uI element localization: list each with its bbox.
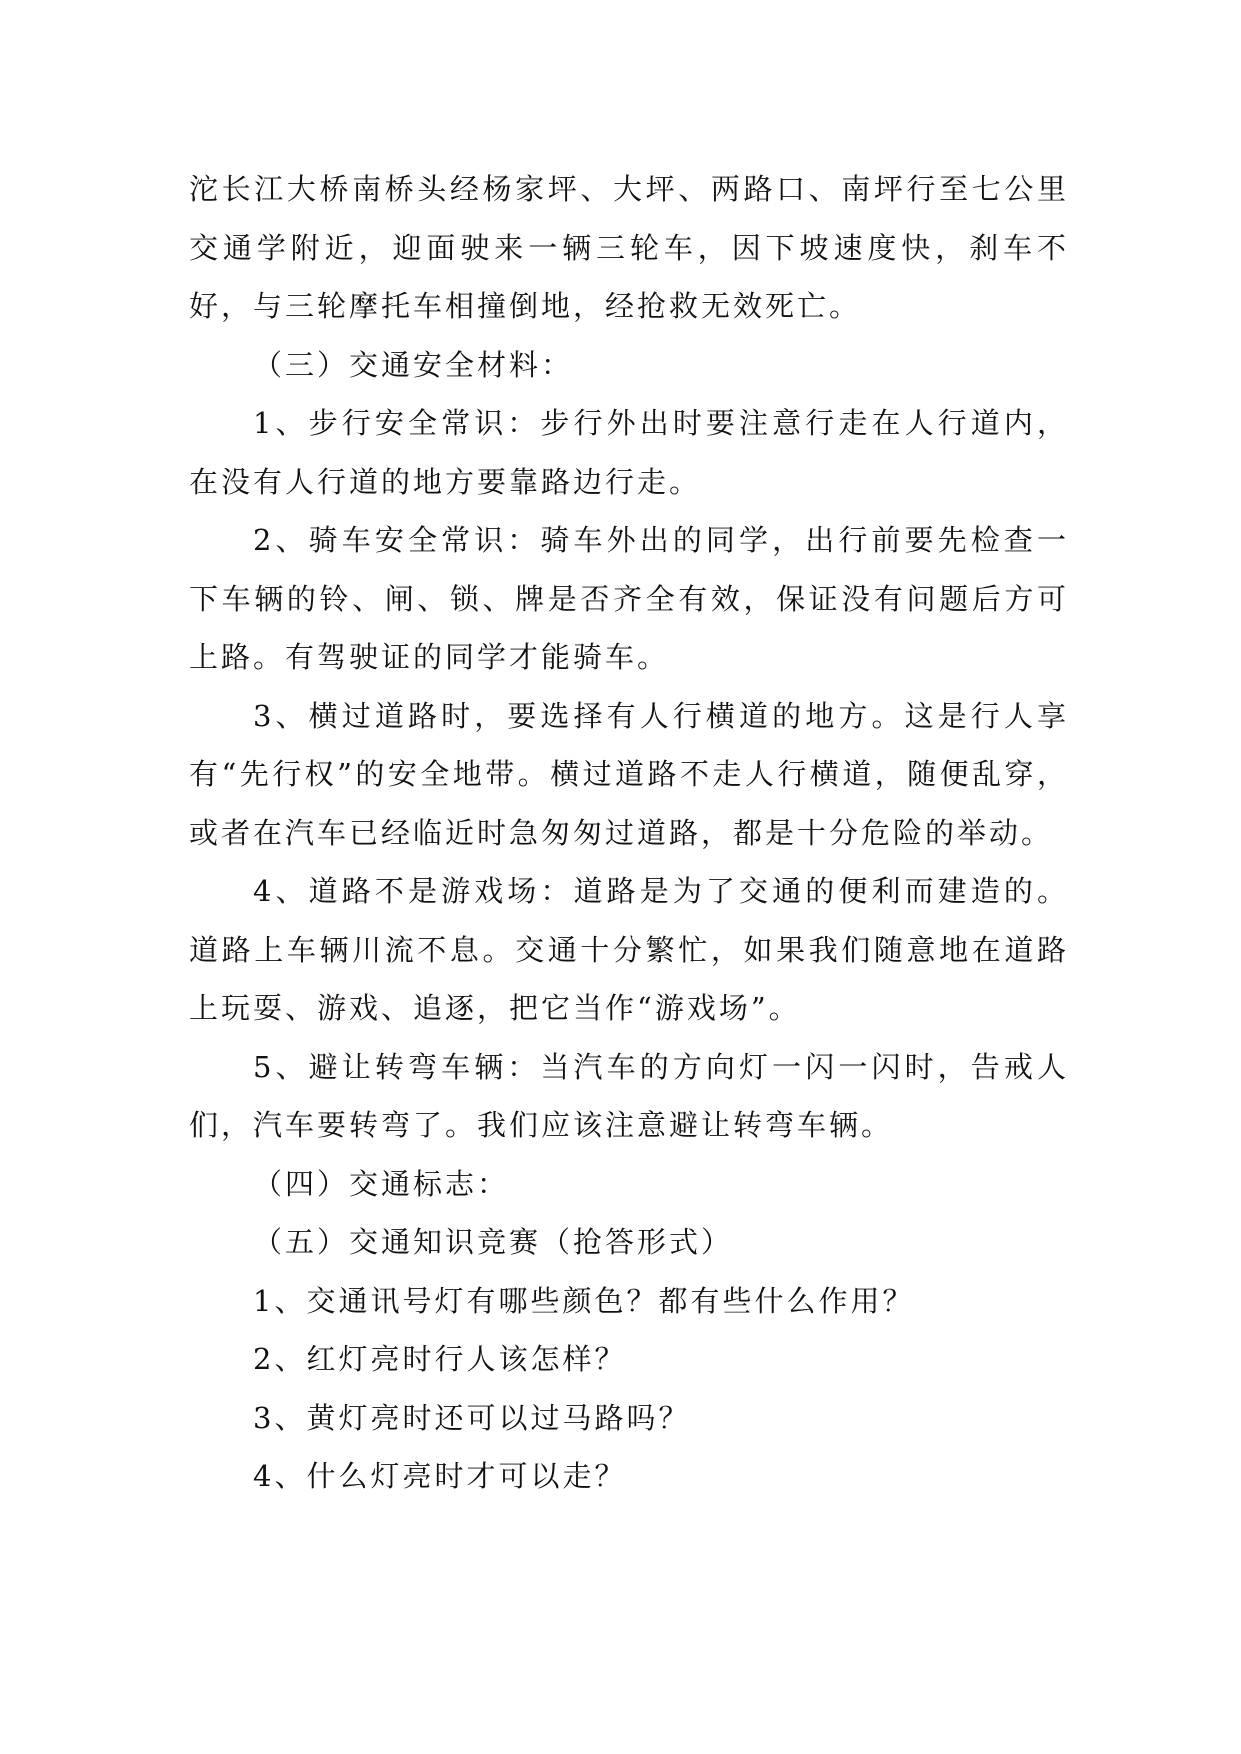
paragraph-case-continuation: 沱长江大桥南桥头经杨家坪、大坪、两路口、南坪行至七公里交通学附近，迎面驶来一辆三轮车，因下坡速度快，刹车不好，与三轮摩托车相撞倒地，经抢救无效死亡。: [189, 172, 1069, 323]
quiz-question-4: 4、什么灯亮时才可以走？: [253, 1459, 627, 1493]
paragraph-turning-vehicles: 5、避让转弯车辆：当汽车的方向灯一闪一闪时，告戒人们，汽车要转弯了。我们应该注意避让转弯车辆。: [189, 1049, 1069, 1142]
document-body: [189, 160, 1069, 1506]
quiz-question-3: 3、黄灯亮时还可以过马路吗？: [253, 1400, 691, 1435]
paragraph-road-not-playground: 4、道路不是游戏场：道路是为了交通的便利而建造的。道路上车辆川流不息。交通十分繁忙，如果我们随意地在道路上玩耍、游戏、追逐，把它当作“游戏场”。: [189, 874, 1069, 1025]
paragraph-cycling-safety: 2、骑车安全常识：骑车外出的同学，出行前要先检查一下车辆的铃、闸、锁、牌是否齐全有效，保证没有问题后方可上路。有驾驶证的同学才能骑车。: [189, 523, 1069, 674]
paragraph-walking-safety: 1、步行安全常识：步行外出时要注意行走在人行道内，在没有人行道的地方要靠路边行走。: [189, 406, 1069, 499]
section-4-heading: （四）交通标志：: [253, 1166, 510, 1201]
section-3-heading: （三）交通安全材料：: [253, 347, 574, 382]
quiz-question-2: 2、红灯亮时行人该怎样？: [253, 1342, 627, 1376]
quiz-question-1: 1、交通讯号灯有哪些颜色？都有些什么作用？: [253, 1283, 915, 1318]
paragraph-crossing-road: 3、横过道路时，要选择有人行横道的地方。这是行人享有“先行权”的安全地带。横过道路不走人行横道，随便乱穿，或者在汽车已经临近时急匆匆过道路，都是十分危险的举动。: [189, 698, 1069, 850]
section-5-heading: （五）交通知识竞赛（抢答形式）: [253, 1225, 734, 1259]
